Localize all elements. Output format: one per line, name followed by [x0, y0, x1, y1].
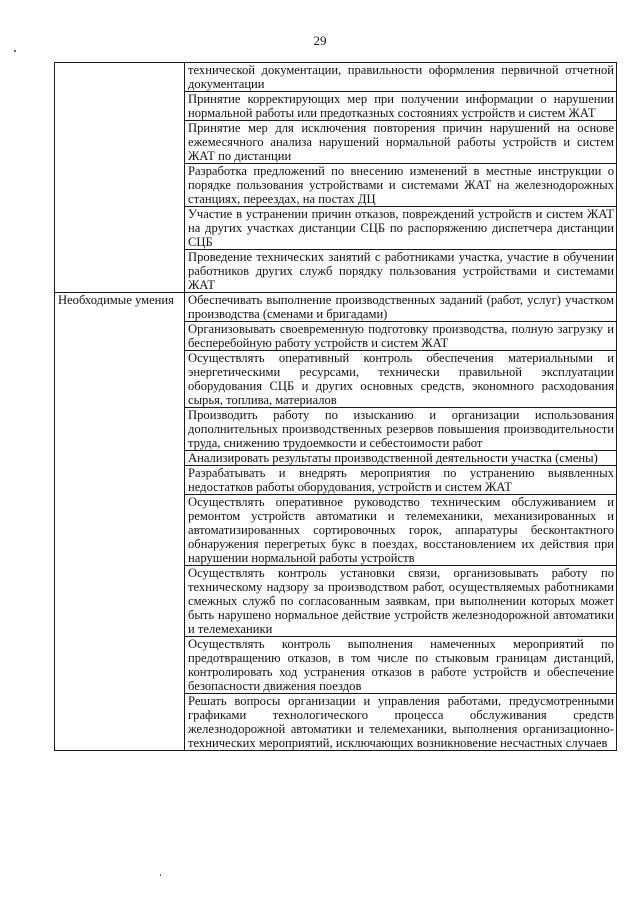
labor-action-cell: технической документации, правильности оформления первичной отчетной документации [185, 63, 617, 92]
labor-action-cell: Принятие корректирующих мер при получении информации о нарушении нормальной работы или предотказных состояниях устройств и систем ЖАТ [185, 92, 617, 121]
skill-cell: Решать вопросы организации и управления работами, предусмотренными графиками технологического процесса обслуживания средств железнодорожной автоматики и телемеханики, выполнения организационно-технических мероприятий, исключающих возникновение несчастных случаев [185, 694, 617, 751]
skill-cell: Осуществлять контроль установки связи, организовывать работу по техническому надзору за производством работ, осуществляемых работниками смежных служб по согласованным заявкам, при выполнении которых может быть нарушено нормальное действие устройств железнодорожной автоматики и телемеханики [185, 566, 617, 637]
skill-cell: Осуществлять контроль выполнения намеченных мероприятий по предотвращению отказов, в том числе по стыковым границам дистанций, контролировать ход устранения отказов в работе устройств и обеспечение безопасности движения поездов [185, 637, 617, 694]
skill-cell: Разрабатывать и внедрять мероприятия по устранению выявленных недостатков работы оборудования, устройств и систем ЖАТ [185, 466, 617, 495]
page-number: 29 [313, 33, 327, 48]
scan-artifact-mark [160, 874, 161, 876]
labor-action-cell: Принятие мер для исключения повторения причин нарушений на основе ежемесячного анализа нарушений нормальной работы устройств и систем ЖАТ по дистанции [185, 121, 617, 164]
labor-action-cell: Проведение технических занятий с работниками участка, участие в обучении работников других служб порядку пользования устройствами и системами ЖАТ [185, 250, 617, 293]
skill-cell: Осуществлять оперативное руководство техническим обслуживанием и ремонтом устройств автоматики и телемеханики, механизированных и автоматизированных сортировочных горок, аппаратуры бесконтактного обнаружения перегретых букс в поездах, восстановлением их действия при нарушении нормальной работы устройств [185, 495, 617, 566]
table-row [55, 293, 617, 322]
table-row [55, 63, 617, 92]
continued-label-cell [55, 63, 185, 293]
skill-cell: Анализировать результаты производственной деятельности участка (смены) [185, 451, 617, 466]
competency-table [54, 62, 617, 751]
skill-cell: Организовывать своевременную подготовку производства, полную загрузку и бесперебойную работу устройств и систем ЖАТ [185, 322, 617, 351]
skill-cell: Обеспечивать выполнение производственных заданий (работ, услуг) участком производства (сменами и бригадами) [185, 293, 617, 322]
skill-cell: Производить работу по изысканию и организации использования дополнительных производственных резервов повышения производительности труда, снижению трудоемкости и себестоимости работ [185, 408, 617, 451]
labor-action-cell: Участие в устранении причин отказов, повреждений устройств и систем ЖАТ на других участках дистанции СЦБ по распоряжению диспетчера дистанции СЦБ [185, 207, 617, 250]
scan-artifact-mark [14, 50, 16, 52]
skills-label-cell: Необходимые умения [55, 293, 185, 751]
skill-cell: Осуществлять оперативный контроль обеспечения материальными и энергетическими ресурсами, технически правильной эксплуатации оборудования СЦБ и других основных средств, экономного расходования сырья, топлива, материалов [185, 351, 617, 408]
labor-action-cell: Разработка предложений по внесению изменений в местные инструкции о порядке пользования устройствами и системами ЖАТ на железнодорожных станциях, переездах, на постах ДЦ [185, 164, 617, 207]
